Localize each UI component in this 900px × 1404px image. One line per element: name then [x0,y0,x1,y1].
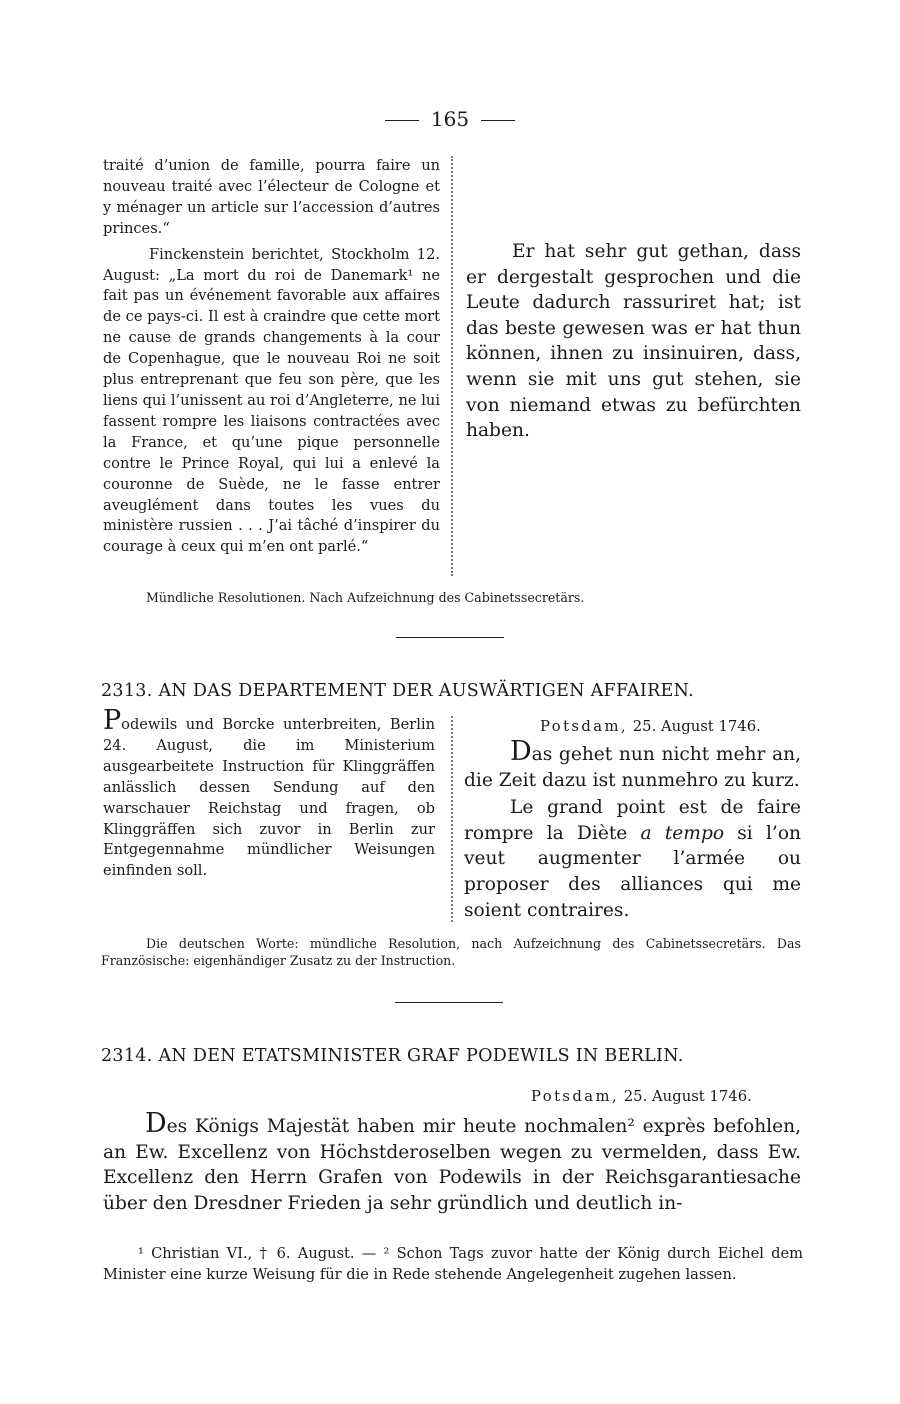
dash-left [385,120,419,121]
letter-2313-left-text: odewils und Borcke unterbreiten, Berlin 24. August, die im Ministerium ausgearbeitete Instruction für Klinggräffen anlässlich dessen Sendung auf den warschauer Reichstag und fragen, ob Klinggräffen sich zuvor in Berlin zur Entgegennahme mündlicher Weisungen einfinden soll. [103,716,435,880]
footnotes-text: ¹ Christian VI., † 6. August. — ² Schon Tags zuvor hatte der König durch Eichel dem Minister eine kurze Weisung für die in Rede stehende Angelegenheit zugehen lassen. [103,1245,803,1283]
letter-2313-right-column [464,736,801,923]
letter-2314-heading: 2314. AN DEN ETATSMINISTER GRAF PODEWILS IN BERLIN. [101,1046,684,1066]
dash-right [481,120,515,121]
letter-2313-date: 25. August 1746. [632,718,761,735]
letter-2313-heading: 2313. AN DAS DEPARTEMENT DER AUSWÄRTIGEN AFFAIREN. [101,681,694,701]
letter-2314-dateline [531,1088,752,1105]
letter-2313-column-divider [451,716,453,922]
block1-column-divider [451,156,453,576]
letter-2314-date: 25. August 1746. [623,1088,752,1105]
section-rule-1 [396,637,504,638]
letter-2313-dateline [540,718,761,735]
letter-2314-body-text: es Königs Majestät haben mir heute nochmalen² exprès befohlen, an Ew. Excellenz von Höchstderoselben wegen zu vermelden, dass Ew. Excellenz den Herrn Grafen von Podewils in der Reichsgarantiesache über den Dresdner Frieden ja sehr gründlich und deutlich in- [103,1116,801,1214]
letter-2313-right-para2-b: si l’on veut augmenter l’armée ou proposer des alliances qui me soient contraires. [464,822,801,921]
letter-2313-left-column [103,705,435,882]
letter-2314-place: Potsdam, [531,1088,620,1105]
block1-left-para2: Finckenstein berichtet, Stockholm 12. August: „La mort du roi de Danemark¹ ne fait pas un événement favorable aux affaires de ce pays-ci. Il est à craindre que cette mort ne cause de grands changements à la cour de Copenhague, que le nouveau Roi ne soit plus entreprenant que feu son père, que les liens qui l’unissent au roi d’Angleterre, ne lui fassent rompre les liaisons contractées avec la France, et qu’une pique personnelle contre le Prince Royal, qui lui a enlevé la couronne de Suède, ne le fasse entrer aveuglément dans toutes les vues du ministère russien . . . J’ai tâché d’inspirer du courage à ceux qui m’en ont parlé.“ [103,245,440,556]
page-number-line [0,107,900,131]
letter-2313-right-initial: D [510,736,532,767]
section-rule-2 [395,1002,503,1003]
block1-note: Mündliche Resolutionen. Nach Aufzeichnung des Cabinetssecretärs. [146,590,585,605]
letter-2314-body [103,1108,801,1216]
letter-2313-left-initial: P [103,705,122,736]
letter-2313-right-para1: as gehet nun nicht mehr an, die Zeit dazu ist nunmehro zu kurz. [464,744,801,791]
letter-2313-place: Potsdam, [540,718,629,735]
letter-2314-initial: D [145,1108,167,1139]
letter-2313-right-para2-a: Le grand point est de faire rompre la Diète [464,797,801,844]
block1-left-column [103,156,440,558]
block1-left-para1: traité d’union de famille, pourra faire un nouveau traité avec l’électeur de Cologne et y ménager un article sur l’accession d’autres princes.“ [103,157,440,237]
page-number: 165 [430,107,470,131]
block1-right-column [466,239,801,444]
letter-2313-right-para2-italic: a tempo [640,822,725,844]
block1-right-text: Er hat sehr gut gethan, dass er dergestalt gesprochen und die Leute dadurch rassuriret hat; ist das beste gewesen was er hat thun können, ihnen zu insinuiren, dass, wenn sie mit uns gut stehen, sie von niemand etwas zu befürchten haben. [466,241,801,442]
footnotes [103,1243,803,1285]
letter-2313-note: Die deutschen Worte: mündliche Resolution, nach Aufzeichnung des Cabinetssecretärs. Das Französische: eigenhändiger Zusatz zu der Instruction. [101,936,801,968]
